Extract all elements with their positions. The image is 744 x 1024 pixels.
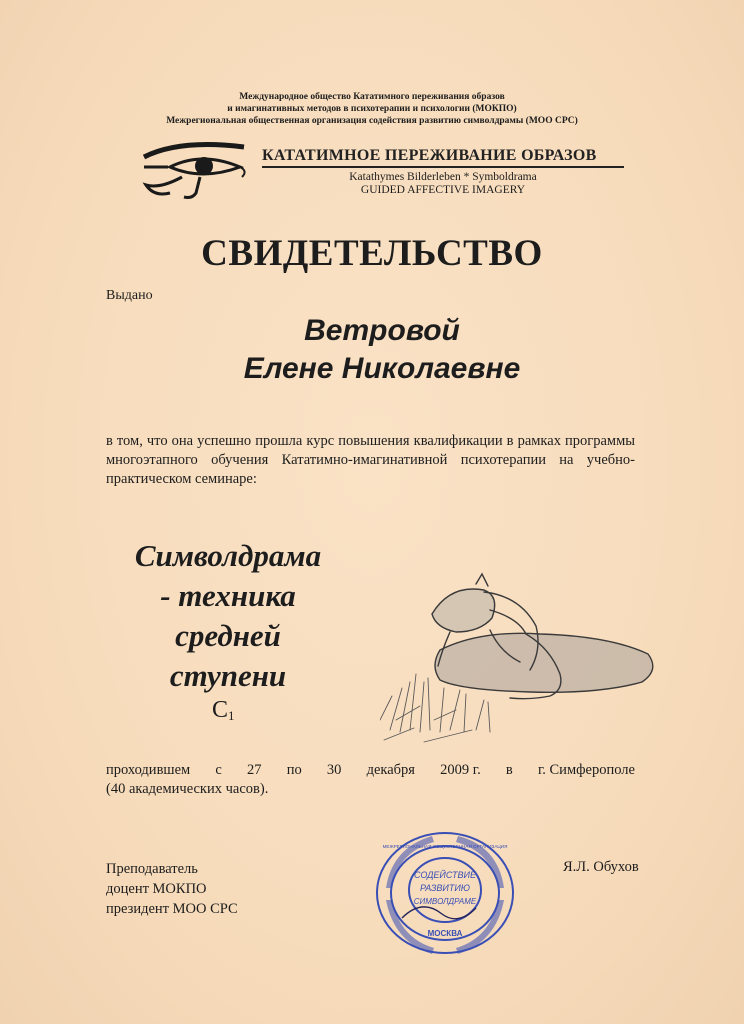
- recipient-given-names: Елене Николаевне: [243, 352, 521, 385]
- cow-and-girl-sketch-icon: [380, 570, 660, 760]
- certificate-body-text: в том, что она успешно прошла курс повышения квалификации в рамках программы многоэтапного обучения Кататимно-имагинативной психотерапии на учебно-практическом семинаре:: [106, 433, 635, 487]
- brand-title: КАТАТИМНОЕ ПЕРЕЖИВАНИЕ ОБРАЗОВ: [262, 147, 597, 164]
- seminar-dates-word: 27: [247, 762, 262, 778]
- seminar-dates-word: проходившем: [106, 762, 191, 778]
- certificate-title: СВИДЕТЕЛЬСТВО: [201, 233, 543, 274]
- seminar-hours: (40 академических часов).: [106, 781, 269, 797]
- signatory-roles: [106, 859, 238, 919]
- brand-block: [262, 147, 632, 197]
- seminar-dates-word: г. Симферополе: [537, 762, 635, 778]
- seminar-dates-word: с: [215, 762, 222, 778]
- course-level: [212, 697, 235, 724]
- signatory-role-3: президент МОО СРС: [106, 901, 238, 917]
- course-title-line-3: средней: [175, 618, 281, 653]
- seminar-dates-word: в: [505, 762, 513, 778]
- stamp-center-1: СОДЕЙСТВИЕ: [413, 870, 477, 880]
- seminar-dates-line: [106, 761, 635, 780]
- stamp-bottom-text: МОСКВА: [427, 929, 463, 938]
- issued-label: Выдано: [106, 288, 153, 303]
- stamp-center-2: РАЗВИТИЮ: [419, 883, 471, 893]
- organization-seal-icon: [372, 828, 518, 958]
- course-title-line-2: - техника: [160, 578, 296, 613]
- signature-scribble-icon: [402, 907, 476, 919]
- signatory-role-2: доцент МОКПО: [106, 881, 207, 897]
- eye-of-horus-logo-icon: [140, 137, 252, 201]
- seminar-dates: [106, 761, 635, 799]
- brand-subtitle-2: GUIDED AFFECTIVE IMAGERY: [360, 184, 526, 196]
- seminar-dates-word: декабря: [366, 762, 415, 778]
- seminar-dates-word: 30: [326, 762, 342, 778]
- seminar-dates-word: по: [286, 762, 302, 778]
- stamp-ring-text: МЕЖРЕГИОНАЛЬНАЯ ОБЩЕСТВЕННАЯ ОРГАНИЗАЦИЯ: [382, 844, 508, 849]
- org-line-2: и имагинативных методов в психотерапии и психологии (МОКПО): [227, 104, 517, 114]
- course-title-line-4: ступени: [169, 658, 287, 693]
- signatory-role-1: Преподаватель: [106, 861, 198, 877]
- stamp-center-3: СИМВОЛДРАМЕ: [413, 897, 477, 906]
- org-line-3: Межрегиональная общественная организация содействия развитию символдрамы (МОО СРС): [166, 116, 578, 126]
- brand-underline: [262, 166, 624, 168]
- recipient-surname: Ветровой: [304, 314, 460, 347]
- course-level-letter: С: [212, 697, 229, 723]
- course-title-line-1: Символдрама: [134, 538, 322, 573]
- seminar-dates-word: 2009 г.: [440, 762, 481, 778]
- brand-subtitle-1: Katathymes Bilderleben * Symboldrama: [349, 171, 537, 183]
- course-level-index: 1: [228, 708, 235, 723]
- org-line-1: Международное общество Кататимного переживания образов: [239, 92, 505, 102]
- signatory-name: Я.Л. Обухов: [563, 859, 639, 875]
